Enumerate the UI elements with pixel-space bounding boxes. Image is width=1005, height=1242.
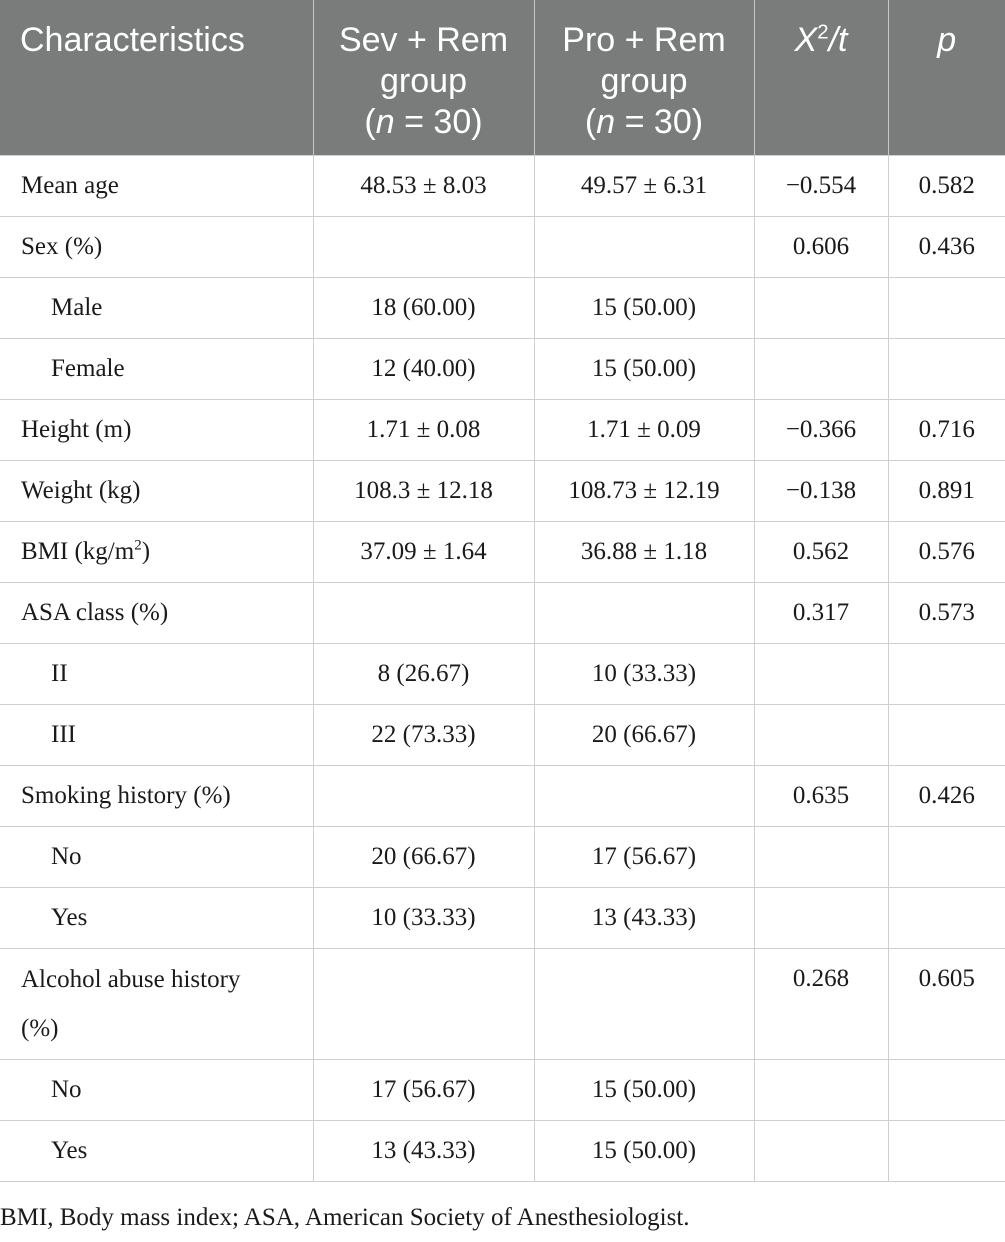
test-statistic xyxy=(754,1060,888,1121)
p-value: 0.605 xyxy=(888,949,1005,1060)
sev-rem-value xyxy=(313,583,534,644)
p-value: 0.716 xyxy=(888,400,1005,461)
pro-rem-value: 20 (66.67) xyxy=(534,705,754,766)
test-statistic: 0.606 xyxy=(754,217,888,278)
p-value: 0.576 xyxy=(888,522,1005,583)
p-value: 0.891 xyxy=(888,461,1005,522)
p-value xyxy=(888,278,1005,339)
row-label: BMI $(kg/m^2)$ xyxy=(0,522,313,583)
p-value xyxy=(888,1060,1005,1121)
table-row xyxy=(0,949,1005,1060)
row-label: No xyxy=(0,827,313,888)
test-statistic xyxy=(754,827,888,888)
sev-rem-value: 20 (66.67) xyxy=(313,827,534,888)
test-statistic: −0.366 xyxy=(754,400,888,461)
table-row xyxy=(0,888,1005,949)
row-label: Male xyxy=(0,278,313,339)
sev-rem-value: 22 (73.33) xyxy=(313,705,534,766)
row-label: II xyxy=(0,644,313,705)
row-label: Sex (%) xyxy=(0,217,313,278)
table-row xyxy=(0,1060,1005,1121)
pro-rem-value: 108.73 ± 12.19 xyxy=(534,461,754,522)
pro-rem-value xyxy=(534,949,754,1060)
pro-rem-value: 15 (50.00) xyxy=(534,278,754,339)
table-row xyxy=(0,156,1005,217)
pro-rem-value: 17 (56.67) xyxy=(534,827,754,888)
table-body xyxy=(0,156,1005,1182)
test-statistic xyxy=(754,1121,888,1182)
row-label: Mean age xyxy=(0,156,313,217)
p-value xyxy=(888,1121,1005,1182)
table-row xyxy=(0,1121,1005,1182)
pro-rem-value xyxy=(534,766,754,827)
header-pro-rem-group: Pro + Rem group (n = 30) xyxy=(534,0,754,156)
sev-rem-value: 18 (60.00) xyxy=(313,278,534,339)
header-p-value: p xyxy=(888,0,1005,156)
header-sev-rem-group: Sev + Rem group (n = 30) xyxy=(313,0,534,156)
p-value xyxy=(888,888,1005,949)
test-statistic xyxy=(754,339,888,400)
test-statistic: 0.635 xyxy=(754,766,888,827)
pro-rem-value: 1.71 ± 0.09 xyxy=(534,400,754,461)
table-row xyxy=(0,400,1005,461)
row-label: Yes xyxy=(0,1121,313,1182)
p-value: 0.436 xyxy=(888,217,1005,278)
pro-rem-value xyxy=(534,217,754,278)
test-statistic: 0.562 xyxy=(754,522,888,583)
table-row xyxy=(0,278,1005,339)
p-value xyxy=(888,705,1005,766)
sev-rem-value: 8 (26.67) xyxy=(313,644,534,705)
table-footnote: BMI, Body mass index; ASA, American Society of Anesthesiologist. xyxy=(0,1204,690,1231)
test-statistic: −0.138 xyxy=(754,461,888,522)
table-row xyxy=(0,461,1005,522)
table-row xyxy=(0,827,1005,888)
row-label: ASA class (%) xyxy=(0,583,313,644)
pro-rem-value xyxy=(534,583,754,644)
header-chi-square-t: $X^2/t$ xyxy=(754,0,888,156)
pro-rem-value: 15 (50.00) xyxy=(534,339,754,400)
test-statistic: 0.317 xyxy=(754,583,888,644)
sev-rem-value: 13 (43.33) xyxy=(313,1121,534,1182)
row-label: Female xyxy=(0,339,313,400)
table-row xyxy=(0,705,1005,766)
row-label: Alcohol abuse history (%) xyxy=(0,949,313,1060)
table-row xyxy=(0,522,1005,583)
sev-rem-value xyxy=(313,949,534,1060)
table-row xyxy=(0,583,1005,644)
p-value: 0.573 xyxy=(888,583,1005,644)
p-value: 0.426 xyxy=(888,766,1005,827)
row-label: Height (m) xyxy=(0,400,313,461)
pro-rem-value: 10 (33.33) xyxy=(534,644,754,705)
test-statistic xyxy=(754,644,888,705)
table-row xyxy=(0,644,1005,705)
sev-rem-value xyxy=(313,217,534,278)
test-statistic xyxy=(754,705,888,766)
table-row xyxy=(0,217,1005,278)
table-row xyxy=(0,339,1005,400)
test-statistic: −0.554 xyxy=(754,156,888,217)
row-label: Smoking history (%) xyxy=(0,766,313,827)
row-label: III xyxy=(0,705,313,766)
pro-rem-value: 36.88 ± 1.18 xyxy=(534,522,754,583)
sev-rem-value: 108.3 ± 12.18 xyxy=(313,461,534,522)
sev-rem-value: 17 (56.67) xyxy=(313,1060,534,1121)
row-label: Weight (kg) xyxy=(0,461,313,522)
pro-rem-value: 13 (43.33) xyxy=(534,888,754,949)
row-label: Yes xyxy=(0,888,313,949)
p-value xyxy=(888,827,1005,888)
test-statistic xyxy=(754,888,888,949)
sev-rem-value xyxy=(313,766,534,827)
pro-rem-value: 15 (50.00) xyxy=(534,1060,754,1121)
header-characteristics: Characteristics xyxy=(0,0,313,156)
p-value: 0.582 xyxy=(888,156,1005,217)
sev-rem-value: 1.71 ± 0.08 xyxy=(313,400,534,461)
pro-rem-value: 15 (50.00) xyxy=(534,1121,754,1182)
test-statistic: 0.268 xyxy=(754,949,888,1060)
sev-rem-value: 12 (40.00) xyxy=(313,339,534,400)
sev-rem-value: 37.09 ± 1.64 xyxy=(313,522,534,583)
sev-rem-value: 10 (33.33) xyxy=(313,888,534,949)
table-header xyxy=(0,0,1005,156)
row-label: No xyxy=(0,1060,313,1121)
pro-rem-value: 49.57 ± 6.31 xyxy=(534,156,754,217)
table-row xyxy=(0,766,1005,827)
test-statistic xyxy=(754,278,888,339)
p-value xyxy=(888,339,1005,400)
sev-rem-value: 48.53 ± 8.03 xyxy=(313,156,534,217)
p-value xyxy=(888,644,1005,705)
